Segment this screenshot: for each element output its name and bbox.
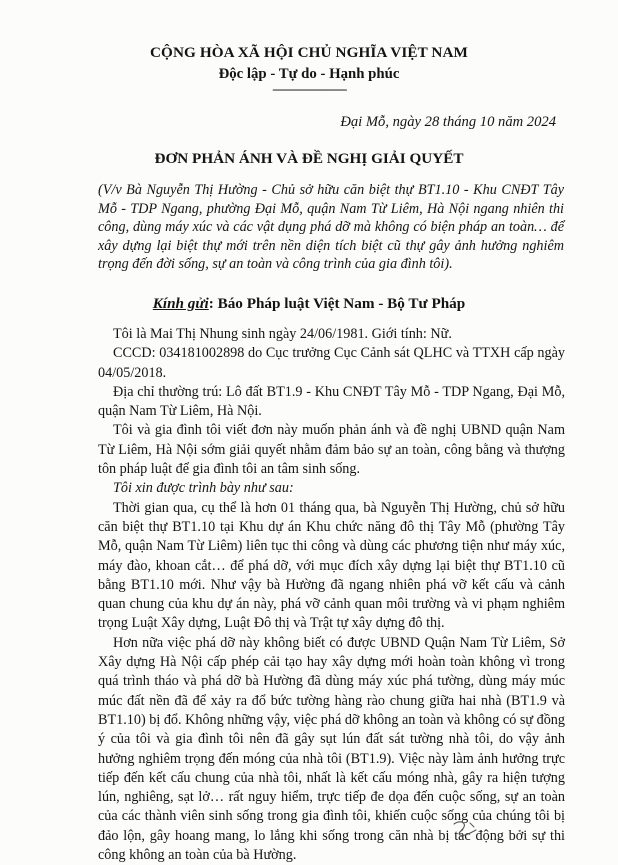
paragraph-address: Địa chỉ thường trú: Lô đất BT1.9 - Khu CNĐT Tây Mỗ - TDP Ngang, Đại Mỗ, quận Nam Từ Liêm, Hà Nội. <box>98 383 565 420</box>
recipient-line <box>0 295 618 313</box>
letter-body <box>98 325 565 865</box>
date-line: Đại Mỗ, ngày 28 tháng 10 năm 2024 <box>340 114 556 130</box>
country-header: CỘNG HÒA XÃ HỘI CHỦ NGHĨA VIỆT NAM <box>149 44 468 61</box>
paragraph-facts-1: Thời gian qua, cụ thể là hơn 01 tháng qua, bà Nguyễn Thị Hường, chủ sở hữu căn biệt thự BT1.10 tại Khu dự án Khu chức năng đô thị Tây Mỗ (phường Tây Mỗ, quận Nam Từ Liêm) liên tục thi công và dùng các phương tiện như máy xúc, máy đào, khoan cắt… để phá dỡ, với mục đích xây dựng lại biệt thự BT1.10 cũ bằng BT1.10 mới. Như vậy bà Hường đã ngang nhiên phá vỡ kết cấu và cảnh quan chung của khu dự án này, phá vỡ cảnh quan môi trường và vi phạm nghiêm trọng Luật Xây dựng, Luật Đô thị và Trật tự xây dựng đô thị. <box>98 499 565 632</box>
paragraph-id-card: CCCD: 034181002898 do Cục trưởng Cục Cảnh sát QLHC và TTXH cấp ngày 04/05/2018. <box>98 345 565 381</box>
initials-signature-mark <box>448 818 488 838</box>
motto: Độc lập - Tự do - Hạnh phúc <box>218 66 400 82</box>
paragraph-facts-2: Hơn nữa việc phá dỡ này không biết có được UBND Quận Nam Từ Liêm, Sở Xây dựng Hà Nội cấp phép cải tạo hay xây dựng mới hoàn toàn không vì trong quá trình tháo và phá dỡ bà Hường đã dùng máy xúc phá tường, dùng máy múc múc đất nền đã để xảy ra đổ bức tường hàng rào chung giữa hai nhà (BT1.9 và BT1.10) bị đổ. Không những vậy, việc phá dỡ không an toàn và không có sự đồng ý của tôi và gia đình tôi nên đã gây sụt lún đất sát tường nhà tôi, do vậy ảnh hưởng nghiêm trọng đến móng của nhà tôi (BT1.9). Việc này làm ảnh hưởng trực tiếp đến kết cấu chung của nhà tôi, nhất là kết cấu móng nhà, gây ra hiện tượng lún, nghiêng, sạt lở… rất nguy hiểm, trực tiếp đe dọa đến cuộc sống, sự an toàn của các thành viên sinh sống trong gia đình tôi, khiến cuộc sống của chúng tôi bị đảo lộn, gây hoang mang, lo lắng khi sống trong căn nhà bị tác động bởi sự thi công không an toàn của bà Hường. <box>98 634 565 864</box>
recipient-label: Kính gửi <box>152 295 209 312</box>
document-title: ĐƠN PHẢN ÁNH VÀ ĐỀ NGHỊ GIẢI QUYẾT <box>154 150 464 167</box>
header-rule: -------------------------- <box>272 81 346 96</box>
paragraph-purpose: Tôi và gia đình tôi viết đơn này muốn phản ánh và đề nghị UBND quận Nam Từ Liêm, Hà Nội sớm giải quyết nhằm đảm bảo sự an toàn, công bằng và thượng tôn pháp luật để gia đình tôi an tâm sinh sống. <box>98 422 565 478</box>
paragraph-identity: Tôi là Mai Thị Nhung sinh ngày 24/06/1981. Giới tính: Nữ. <box>113 326 452 342</box>
recipient-name: : Báo Pháp luật Việt Nam - Bộ Tư Pháp <box>208 295 466 312</box>
paragraph-intro: Tôi xin được trình bày như sau: <box>113 480 294 497</box>
subject-line: (V/v Bà Nguyễn Thị Hường - Chủ sở hữu căn biệt thự BT1.10 - Khu CNĐT Tây Mỗ - TDP Ngang, phường Đại Mỗ, quận Nam Từ Liêm, Hà Nội ngang nhiên thi công, dùng máy xúc và các vật dụng phá dỡ mà không có biện pháp an toàn… để xây dựng lại biệt thự mới trên nền diện tích biệt cũ thự gây ảnh hưởng nghiêm trọng đến đời sống, sự an toàn và công trình của gia đình tôi). <box>98 182 564 273</box>
